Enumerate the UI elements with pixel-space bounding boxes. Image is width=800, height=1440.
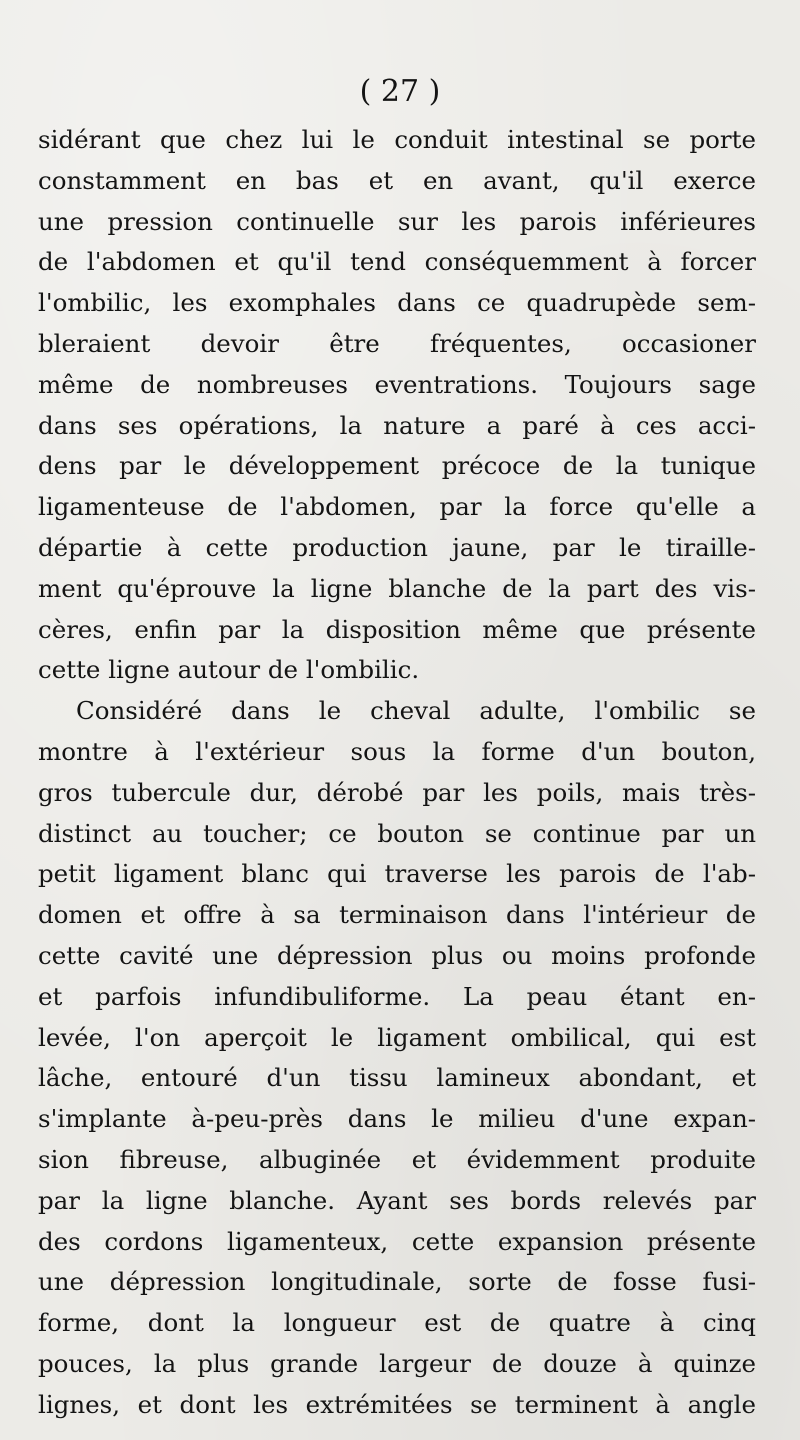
text-line: l'ombilic, les exomphales dans ce quadrupède sem- (38, 288, 756, 318)
text-line: lâche, entouré d'un tissu lamineux abondant, et (38, 1063, 756, 1093)
text-line: distinct au toucher; ce bouton se continue par un (38, 818, 756, 848)
text-line: par la ligne blanche. Ayant ses bords relevés par (38, 1185, 756, 1215)
text-line: bleraient devoir être fréquentes, occasioner (38, 328, 756, 358)
text-line: cette ligne autour de l'ombilic. (38, 655, 420, 685)
text-line: constamment en bas et en avant, qu'il exerce (38, 165, 756, 195)
text-line: levée, l'on aperçoit le ligament ombilical, qui est (38, 1022, 756, 1052)
text-line: même de nombreuses eventrations. Toujours sage (38, 369, 756, 399)
text-line: petit ligament blanc qui traverse les parois de l'ab- (38, 859, 756, 889)
text-line: forme, dont la longueur est de quatre à cinq (38, 1308, 756, 1338)
page-number: ( 27 ) (359, 74, 441, 109)
text-line: une pression continuelle sur les parois inférieures (38, 206, 756, 236)
text-line: sion fibreuse, albuginée et évidemment produite (38, 1144, 756, 1174)
text-line: une dépression longitudinale, sorte de fosse fusi- (38, 1267, 756, 1297)
text-line: dens par le développement précoce de la tunique (38, 451, 756, 481)
text-line: lignes, et dont les extrémitées se terminent à angle (38, 1389, 756, 1419)
paragraph-first-line: Considéré dans le cheval adulte, l'ombilic se (76, 696, 756, 726)
text-line: cères, enfin par la disposition même que présente (38, 614, 756, 644)
text-line: domen et offre à sa terminaison dans l'intérieur de (38, 900, 756, 930)
text-line: de l'abdomen et qu'il tend conséquemment à forcer (38, 247, 756, 277)
text-line: ment qu'éprouve la ligne blanche de la part des vis- (38, 573, 756, 603)
text-line: et parfois infundibuliforme. La peau étant en- (38, 981, 756, 1011)
text-line: ligamenteuse de l'abdomen, par la force qu'elle a (38, 492, 756, 522)
text-line: cette cavité une dépression plus ou moins profonde (38, 940, 756, 970)
text-line: dans ses opérations, la nature a paré à ces acci- (38, 410, 756, 440)
text-line: sidérant que chez lui le conduit intestinal se porte (38, 125, 756, 154)
text-line: des cordons ligamenteux, cette expansion présente (38, 1226, 756, 1256)
body-text (38, 120, 756, 1426)
text-line: départie à cette production jaune, par le tiraille- (38, 532, 756, 562)
text-line: pouces, la plus grande largeur de douze à quinze (38, 1348, 756, 1378)
text-line: gros tubercule dur, dérobé par les poils, mais très- (38, 777, 756, 807)
text-line: montre à l'extérieur sous la forme d'un bouton, (38, 736, 756, 766)
text-line: s'implante à-peu-près dans le milieu d'une expan- (38, 1104, 756, 1134)
